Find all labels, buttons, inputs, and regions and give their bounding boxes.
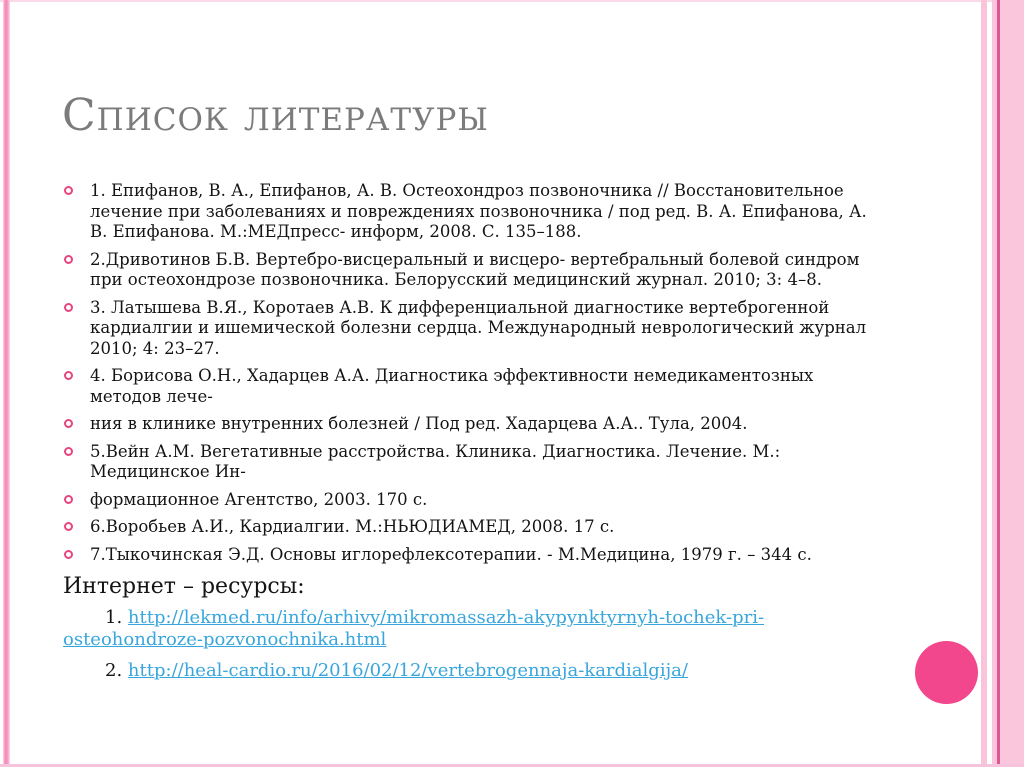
accent-circle-decoration	[915, 641, 978, 704]
reference-text: ния в клинике внутренних болезней / Под ред. Хадарцева А.А.. Тула, 2004.	[90, 414, 748, 433]
reference-item	[63, 517, 885, 538]
right-band-decoration	[992, 0, 1024, 767]
internet-link-item	[63, 660, 885, 682]
internet-link-item	[63, 607, 885, 651]
bullet-circle-icon	[64, 522, 73, 531]
reference-item	[63, 490, 885, 511]
link-number: 2.	[105, 660, 123, 681]
bullet-circle-icon	[64, 255, 73, 264]
reference-item	[63, 298, 885, 360]
reference-text: 5.Вейн А.М. Вегетативные расстройства. Клиника. Диагностика. Лечение. М.: Медицинское Ин-	[90, 441, 781, 481]
bullet-circle-icon	[64, 303, 73, 312]
references-list	[63, 181, 885, 565]
slide-content	[63, 181, 885, 691]
reference-item	[63, 181, 885, 243]
reference-text: 7.Тыкочинская Э.Д. Основы иглорефлексотерапии. - М.Медицина, 1979 г. – 344 с.	[90, 544, 812, 564]
internet-link[interactable]: http://heal-cardio.ru/2016/02/12/vertebrogennaja-kardialgija/	[127, 660, 688, 681]
right-band-dark-line	[997, 0, 1000, 767]
reference-item	[63, 414, 885, 435]
bullet-circle-icon	[64, 419, 73, 428]
reference-text: 2.Дривотинов Б.В. Вертебро-висцеральный и висцеро- вертебральный болевой синдром при остеохондрозе позвоночника. Белорусский медицинский журнал. 2010; 3: 4–8.	[90, 249, 860, 289]
right-thin-stripe-decoration	[981, 0, 987, 767]
reference-item	[63, 250, 885, 291]
internet-resources-heading: Интернет – ресурсы:	[63, 574, 305, 599]
top-edge-line	[0, 0, 1024, 2]
bullet-circle-icon	[64, 495, 73, 504]
left-stripe-decoration	[3, 0, 10, 767]
reference-text: 6.Воробьев А.И., Кардиалгии. М.:НЬЮДИАМЕД, 2008. 17 с.	[90, 517, 615, 536]
reference-text: формационное Агентство, 2003. 170 с.	[90, 489, 428, 509]
link-number: 1.	[105, 607, 123, 628]
reference-item	[63, 366, 885, 407]
reference-text: 3. Латышева В.Я., Коротаев А.В. К дифференциальной диагностике вертеброгенной кардиалгии и ишемической болезни сердца. Международный неврологический журнал 2010; 4: 23–27.	[90, 297, 867, 358]
bullet-circle-icon	[64, 371, 73, 380]
bullet-circle-icon	[64, 550, 73, 559]
reference-text: 1. Епифанов, В. А., Епифанов, А. В. Остеохондроз позвоночника // Восстановительное лечение при заболеваниях и повреждениях позвоночника / под ред. В. А. Епифанова, А. В. Епифанова. М.:МЕДпресс- информ, 2008. С. 135–188.	[90, 181, 867, 241]
reference-item	[63, 545, 885, 566]
bullet-circle-icon	[64, 447, 73, 456]
reference-text: 4. Борисова О.Н., Хадарцев А.А. Диагностика эффективности немедикаментозных методов лече-	[90, 366, 814, 406]
reference-item	[63, 442, 885, 483]
internet-link[interactable]: http://lekmed.ru/info/arhivy/mikromassazh-akypynktyrnyh-tochek-pri-osteohondroze-pozvonochnika.html	[63, 607, 765, 650]
bullet-circle-icon	[64, 186, 73, 195]
slide-title: Список литературы	[62, 90, 489, 141]
internet-links-list	[63, 607, 885, 682]
